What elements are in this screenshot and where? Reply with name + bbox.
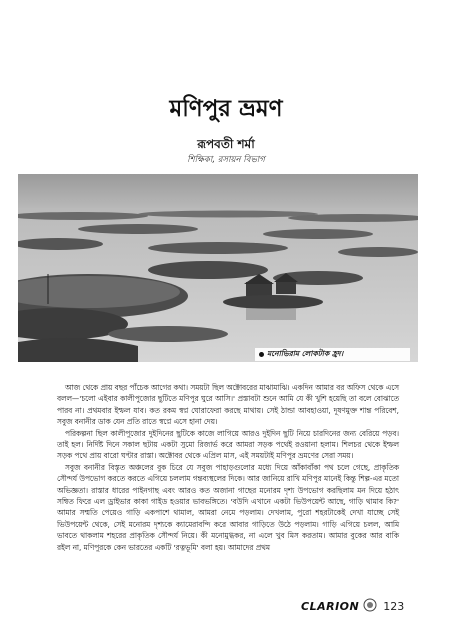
page-number: 123 bbox=[383, 599, 405, 613]
article-title: মণিপুর ভ্রমণ bbox=[169, 96, 283, 122]
author-affiliation: শিক্ষিকা, রসায়ন বিভাগ bbox=[187, 155, 265, 165]
photo-caption-text: মনোভিরাম লোকটাক হ্রদ। bbox=[267, 348, 344, 358]
emblem-icon bbox=[363, 597, 377, 616]
paragraph: পরিকল্পনা ছিল কালীপুজোর দুইদিনের ছুটিকে কাজে লাগিয়ে আরও দুইদিন ছুটি নিয়ে চারদিনের জন্য বেরিয়ে পড়ব। তাই হল। নির্দিষ্ট দিনে সকাল ছটায় একটা সুমো রিজার্ভ করে আমরা সড়ক পথেই রওয়ানা হলাম। শিলচর থেকে ইম্ফল সড়ক পথে প্রায় বারো ঘণ্টার রাস্তা। অক্টোবর থেকে এপ্রিল মাস, এই সময়টাই মণিপুর ভ্রমণের সেরা সময়। bbox=[57, 428, 399, 461]
footer bbox=[301, 599, 404, 613]
paragraph: সবুজ বনানীর বিস্তৃত অঞ্চলের বুক চিরে যে সবুজ পাহাড়গুলোর মধ্যে দিয়ে আঁকাবাঁকা পথ চলে গেছে, প্রাকৃতিক সৌন্দর্য উপভোগ করতে করতে এগিয়ে চললাম গন্তব্যস্থলের দিকে। আর জানিয়ে রাখি মণিপুর মানেই কিন্তু শিল্প-এর মতো অভিজ্ঞতা। রাস্তার ধারের পাইনগাছ এবং আরও কত অজানা গাছের মনোরম দৃশ্য উপভোগ করছিলাম মন দিয়ে হঠাৎ সম্বিত ফিরে এল ড্রাইভার কাকা গাইড হওয়ার ভাবভঙ্গিতে। 'বউদি এখানে একটা ভিউপয়েন্ট আছে, গাড়ি থামাব কি?' আমার সম্মতি পেয়েও গাড়ি একপাশে থামাল, আমরা নেমে পড়লাম। দেখলাম, পুরো শহরটাকেই দেখা যাচ্ছে সেই ভিউপয়েন্ট থেকে, সেই মনোরম দৃশ্যকে ক্যামেরাবন্দি করে আবার গাড়িতে উঠে পড়লাম। গাড়ি এগিয়ে চলল, আমি ভাবতে থাকলাম শহরের প্রাকৃতিক সৌন্দর্য নিয়ে। কী মনোমুগ্ধকর, না এলে খুব মিস করতাম। আমার বুকের আর বাকি রইল না, মণিপুরকে কেন ভারতের একটি 'রত্নভূমি' বলা হয়। আমাদের প্রথম bbox=[57, 462, 399, 552]
photo-caption bbox=[255, 348, 410, 361]
paragraph: আজ থেকে প্রায় বছর পাঁচেক আগের কথা। সময়টা ছিল অক্টোবরের মাঝামাঝি। একদিন আমার বর অফিস থেকে এসে বলল—'চলো এইবার কালীপুজোর ছুটিতে মণিপুর ঘুরে আসি।' প্রস্তাবটা শুনে আমি যে কী খুশি হয়েছি তা বলে বোঝাতে পারব না। প্রথমবার ইম্ফল যাব। কত রকম স্বপ্ন ঘোরাফেরা করছে মাথায়। সেই ঠান্ডা আবহাওয়া, দূষণমুক্ত শান্ত পরিবেশ, সবুজ বনানীর ডাক যেন প্রতি রাতে স্বপ্নে এসে হানা দেয়। bbox=[57, 383, 399, 427]
article-body bbox=[57, 382, 399, 553]
clarion-logo: CLARION bbox=[301, 599, 360, 613]
article-author: রূপবতী শর্মা bbox=[197, 137, 255, 151]
bullet-icon bbox=[259, 352, 264, 357]
lake-photo bbox=[18, 174, 418, 362]
